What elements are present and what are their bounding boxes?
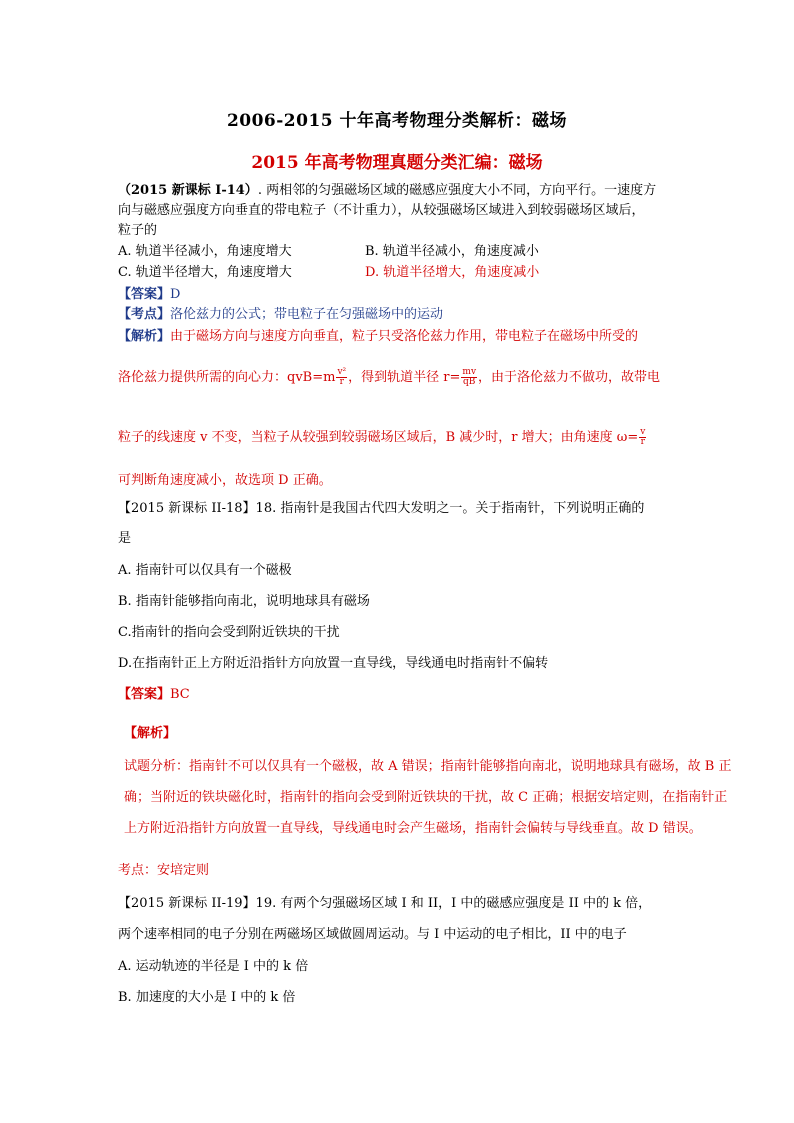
q1-jiexi-1: 由于磁场方向与速度方向垂直，粒子只受洛伦兹力作用，带电粒子在磁场中所受的 bbox=[170, 329, 639, 344]
q2-jiexi-line-2: 确；当附近的铁块磁化时，指南针的指向会受到附近铁块的干扰，故 C 正确；根据安培定则，在指南针正 bbox=[124, 790, 728, 805]
q2-answer: BC bbox=[170, 687, 190, 702]
q1-kaodian-line bbox=[118, 306, 443, 324]
q2-option-d: D.在指南针正上方附近沿指针方向放置一直导线，导线通电时指南针不偏转 bbox=[118, 656, 549, 671]
q2-stem-line-1: 【2015 新课标 II-18】18. 指南针是我国古代四大发明之一。关于指南针，下列说明正确的 bbox=[118, 501, 645, 516]
q2-jiexi-line-3: 上方附近沿指针方向放置一直导线，导线通电时会产生磁场，指南针会偏转与导线垂直。故 D 错误。 bbox=[124, 821, 702, 836]
q1-answer-tag: 【答案】 bbox=[118, 287, 171, 302]
q3-option-a: A. 运动轨迹的半径是 I 中的 k 倍 bbox=[118, 959, 309, 974]
q1-formula-3-num: v bbox=[640, 427, 646, 437]
q2-option-c: C.指南针的指向会受到附近铁块的干扰 bbox=[118, 625, 340, 640]
q3-stem-line-2: 两个速率相同的电子分别在两磁场区域做圆周运动。与 I 中运动的电子相比，II 中的电子 bbox=[118, 927, 627, 942]
q2-answer-line bbox=[118, 686, 190, 704]
q1-kaodian-tag: 【考点】 bbox=[118, 307, 171, 322]
q1-answer-line bbox=[118, 286, 180, 304]
q1-jiexi-line-4: 可判断角速度减小，故选项 D 正确。 bbox=[118, 473, 332, 488]
q1-jiexi-line-3 bbox=[118, 428, 647, 447]
document-subtitle: 2015 年高考物理真题分类汇编：磁场 bbox=[251, 153, 543, 173]
q3-option-b: B. 加速度的大小是 I 中的 k 倍 bbox=[118, 990, 296, 1005]
q1-stem-line-1 bbox=[118, 182, 656, 200]
q1-jiexi-2c: ，由于洛伦兹力不做功，故带电 bbox=[478, 370, 661, 385]
q1-jiexi-3a: 粒子的线速度 v 不变，当粒子从较强到较弱磁场区域后，B 减少时，r 增大；由角速度 ω= bbox=[118, 430, 639, 445]
q1-option-d: D. 轨道半径增大，角速度减小 bbox=[365, 265, 540, 280]
q1-formula-3-den: r bbox=[640, 437, 645, 447]
q1-formula-2-den: qB bbox=[463, 377, 476, 387]
q2-jiexi-tag: 【解析】 bbox=[124, 726, 177, 741]
q2-option-b: B. 指南针能够指向南北，说明地球具有磁场 bbox=[118, 594, 370, 609]
q1-jiexi-2a: 洛伦兹力提供所需的向心力：qvB=m bbox=[118, 370, 336, 385]
q1-jiexi-line-2 bbox=[118, 368, 660, 387]
q1-formula-2-num: mv bbox=[462, 367, 477, 377]
q1-formula-1-num: v² bbox=[337, 367, 347, 377]
q1-option-c: C. 轨道半径增大，角速度增大 bbox=[118, 265, 292, 280]
q1-answer: D bbox=[170, 287, 181, 302]
q3-stem-line-1: 【2015 新课标 II-19】19. 有两个匀强磁场区域 I 和 II，I 中的磁感应强度是 II 中的 k 倍， bbox=[118, 896, 652, 911]
q1-stem-line-2: 向与磁感应强度方向垂直的带电粒子（不计重力），从较强磁场区域进入到较弱磁场区域后， bbox=[118, 203, 645, 218]
q1-formula-radius bbox=[461, 368, 477, 387]
q1-formula-centripetal bbox=[336, 368, 347, 387]
q1-jiexi-2b: ，得到轨道半径 r= bbox=[348, 370, 461, 385]
q2-stem-line-2: 是 bbox=[118, 531, 132, 546]
q1-option-a: A. 轨道半径减小，角速度增大 bbox=[118, 244, 292, 259]
q2-kaodian: 考点：安培定则 bbox=[118, 863, 210, 878]
q2-option-a: A. 指南针可以仅具有一个磁极 bbox=[118, 563, 292, 578]
document-title: 2006-2015 十年高考物理分类解析：磁场 bbox=[226, 111, 568, 131]
q2-answer-tag: 【答案】 bbox=[118, 687, 171, 702]
q1-kaodian: 洛伦兹力的公式；带电粒子在匀强磁场中的运动 bbox=[170, 307, 444, 322]
q1-stem-line-3: 粒子的 bbox=[118, 223, 158, 238]
q1-option-b: B. 轨道半径减小，角速度减小 bbox=[365, 244, 539, 259]
q1-source: （2015 新课标 I-14） bbox=[118, 183, 258, 198]
q1-stem-1: . 两相邻的匀强磁场区域的磁感应强度大小不同，方向平行。一速度方 bbox=[257, 183, 657, 198]
q2-jiexi-line-1: 试题分析：指南针不可以仅具有一个磁极，故 A 错误；指南针能够指向南北，说明地球具有磁场，故 B 正 bbox=[124, 759, 732, 774]
q1-formula-omega bbox=[639, 428, 646, 447]
q1-jiexi-tag: 【解析】 bbox=[118, 329, 171, 344]
q1-formula-1-den: r bbox=[339, 377, 344, 387]
q1-jiexi-line-1 bbox=[118, 328, 638, 346]
